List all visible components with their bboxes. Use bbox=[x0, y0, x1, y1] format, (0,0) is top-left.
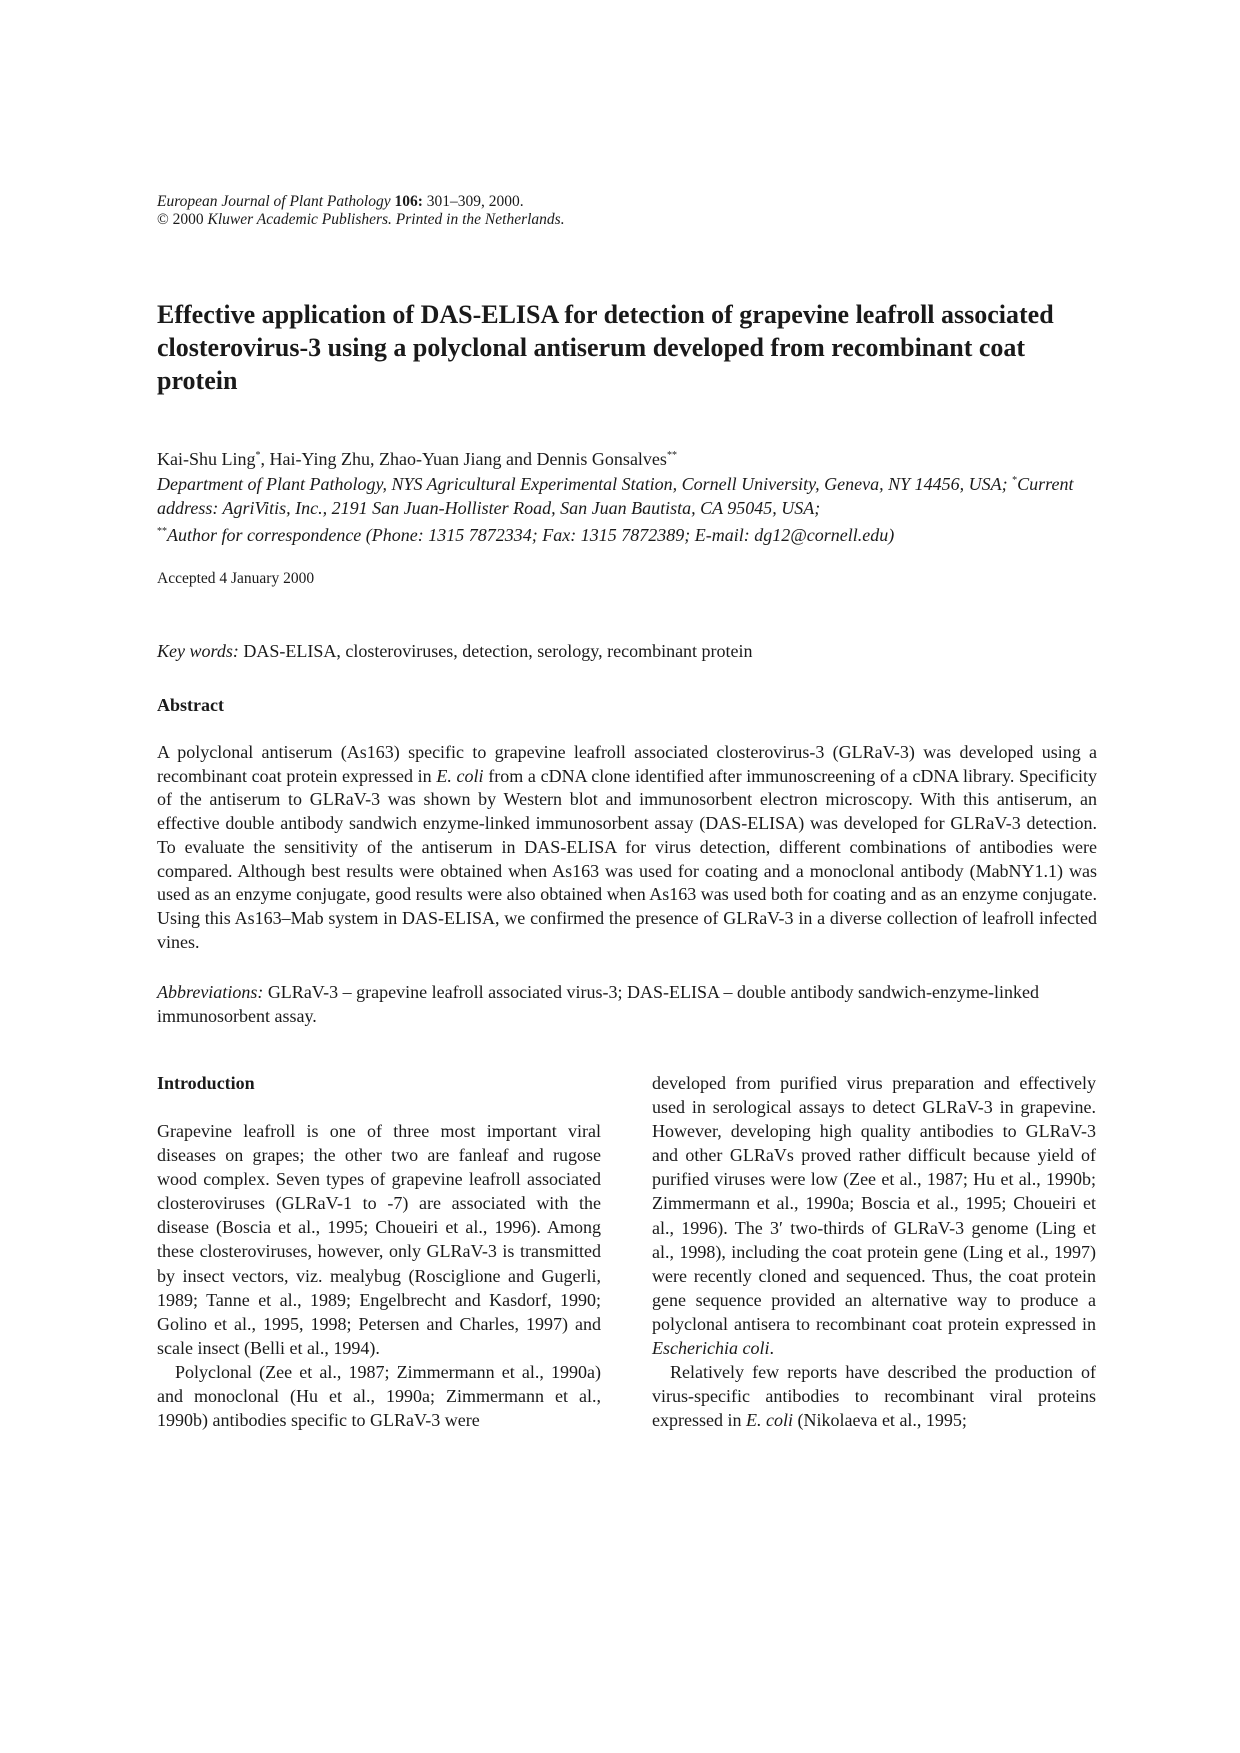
journal-pages-year: 301–309, 2000. bbox=[426, 193, 524, 210]
intro-p3-ecoli: E. coli bbox=[745, 1410, 793, 1431]
journal-citation-line bbox=[157, 193, 857, 211]
author-list bbox=[157, 444, 1097, 471]
introduction-heading: Introduction bbox=[157, 1073, 255, 1093]
affiliation-department: Department of Plant Pathology, NYS Agricultural Experimental Station, Cornell University, Geneva, NY 14456, USA; bbox=[157, 474, 1013, 494]
intro-paragraph-3 bbox=[652, 1360, 1096, 1432]
intro-paragraph-2-continued bbox=[652, 1071, 1096, 1360]
current-address-mark: * bbox=[1012, 475, 1018, 486]
abbreviations bbox=[157, 980, 1097, 1028]
keywords bbox=[157, 639, 1097, 663]
journal-header bbox=[157, 193, 857, 229]
affiliation bbox=[157, 469, 1097, 548]
left-column bbox=[157, 1071, 601, 1432]
intro-p2-cont-end: . bbox=[769, 1338, 774, 1359]
affiliation-current-address: Current address: AgriVitis, Inc., 2191 San Juan-Hollister Road, San Juan Bautista, CA 95045, USA; bbox=[157, 474, 1074, 518]
author-first: Kai-Shu Ling bbox=[157, 449, 256, 469]
right-column bbox=[652, 1071, 1096, 1432]
abstract-text-1: A polyclonal antiserum (As163) specific to grapevine leafroll associated closterovirus-3 (GLRaV-3) was developed using a recombinant coat protein expressed in bbox=[157, 742, 1097, 786]
intro-p3-text-b: (Nikolaeva et al., 1995; bbox=[792, 1410, 967, 1431]
keywords-label: Key words: bbox=[157, 641, 239, 661]
intro-paragraph-1: Grapevine leafroll is one of three most important viral diseases on grapes; the other two are fanleaf and rugose wood complex. Seven types of grapevine leafroll associated closteroviruses (GLRaV-1 to -7) are associated with the disease (Boscia et al., 1995; Choueiri et al., 1996). Among these closteroviruses, however, only GLRaV-3 is transmitted by insect vectors, viz. mealybug (Rosciglione and Gugerli, 1989; Tanne et al., 1989; Engelbrecht and Kasdorf, 1990; Golino et al., 1995, 1998; Petersen and Charles, 1997) and scale insect (Belli et al., 1994). bbox=[157, 1121, 601, 1358]
journal-volume: 106: bbox=[394, 193, 423, 210]
intro-p2-cont-text: developed from purified virus preparation and effectively used in serological assays to detect GLRaV-3 in grapevine. However, developing high quality antibodies to GLRaV-3 and other GLRaVs proved rather difficult because yield of purified viruses were low (Zee et al., 1987; Hu et al., 1990b; Zimmermann et al., 1990a; Boscia et al., 1995; Choueiri et al., 1996). The 3′ two-thirds of GLRaV-3 genome (Ling et al., 1998), including the coat protein gene (Ling et al., 1997) were recently cloned and sequenced. Thus, the coat protein gene sequence provided an alternative way to produce a polyclonal antisera to recombinant coat protein expressed in bbox=[652, 1073, 1096, 1334]
abstract-heading: Abstract bbox=[157, 695, 224, 715]
paper-title: Effective application of DAS-ELISA for detection of grapevine leafroll associated closterovirus-3 using a polyclonal antiserum developed from recombinant coat protein bbox=[157, 300, 1054, 395]
abbreviations-label: Abbreviations: bbox=[157, 982, 264, 1002]
correspondence-footnote-mark: ** bbox=[157, 526, 167, 537]
keywords-text: DAS-ELISA, closteroviruses, detection, serology, recombinant protein bbox=[238, 641, 753, 661]
author-footnote-mark: * bbox=[255, 450, 261, 461]
copyright-year: © 2000 bbox=[157, 211, 204, 228]
abstract-ecoli: E. coli bbox=[436, 765, 484, 786]
abbreviations-text: GLRaV-3 – grapevine leafroll associated virus-3; DAS-ELISA – double antibody sandwich-enzyme-linked immunosorbent assay. bbox=[157, 982, 1039, 1026]
intro-escherichia-coli: Escherichia coli bbox=[652, 1338, 770, 1359]
author-rest: , Hai-Ying Zhu, Zhao-Yuan Jiang and Dennis Gonsalves bbox=[260, 449, 667, 469]
correspondence-mark: ** bbox=[666, 450, 677, 461]
abstract-body bbox=[157, 741, 1097, 954]
affiliation-correspondence: Author for correspondence (Phone: 1315 7872334; Fax: 1315 7872389; E-mail: dg12@cornell.edu) bbox=[167, 525, 895, 545]
intro-p3-text-a: Relatively few reports have described the production of virus-specific antibodies to recombinant viral proteins expressed in bbox=[652, 1362, 1096, 1431]
journal-name: European Journal of Plant Pathology bbox=[157, 193, 391, 210]
publisher: Kluwer Academic Publishers. Printed in the Netherlands. bbox=[207, 211, 565, 228]
copyright-line bbox=[157, 211, 857, 229]
abstract-text-2: from a cDNA clone identified after immunoscreening of a cDNA library. Specificity of the antiserum to GLRaV-3 was shown by Western blot and immunosorbent electron microscopy. With this antiserum, an effective double antibody sandwich enzyme-linked immunosorbent assay (DAS-ELISA) was developed for GLRaV-3 detection. To evaluate the sensitivity of the antiserum in DAS-ELISA for virus detection, different combinations of antibodies were compared. Although best results were obtained when As163 was used for coating and a monoclonal antibody (MabNY1.1) was used as an enzyme conjugate, good results were also obtained when As163 was used both for coating and as an enzyme conjugate. Using this As163–Mab system in DAS-ELISA, we confirmed the presence of GLRaV-3 in a diverse collection of leafroll infected vines. bbox=[157, 765, 1097, 952]
accepted-date: Accepted 4 January 2000 bbox=[157, 570, 315, 587]
intro-paragraph-2: Polyclonal (Zee et al., 1987; Zimmermann et al., 1990a) and monoclonal (Hu et al., 1990a; Zimmermann et al., 1990b) antibodies specific to GLRaV-3 were bbox=[157, 1361, 601, 1431]
